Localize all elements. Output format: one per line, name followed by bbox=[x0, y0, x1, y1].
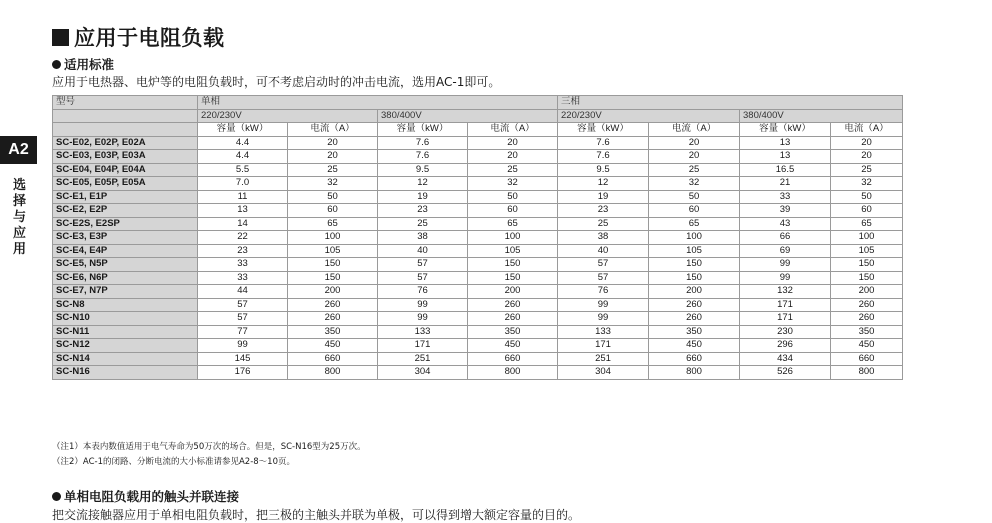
model-header: 型号 bbox=[53, 96, 198, 110]
table-row bbox=[53, 285, 903, 299]
single-380-header: 380/400V bbox=[378, 109, 558, 123]
capacity-cell: 133 bbox=[558, 325, 649, 339]
capacity-cell: 77 bbox=[198, 325, 288, 339]
capacity-header: 容量（kW） bbox=[198, 123, 288, 137]
note-2: （注2）AC-1的闭路、分断电流的大小标准请参见A2-8～10页。 bbox=[52, 457, 295, 467]
model-cell: SC-E3, E3P bbox=[53, 231, 198, 245]
current-cell: 350 bbox=[288, 325, 378, 339]
current-cell: 100 bbox=[831, 231, 903, 245]
current-cell: 450 bbox=[468, 339, 558, 353]
capacity-cell: 99 bbox=[740, 258, 831, 272]
model-cell: SC-N10 bbox=[53, 312, 198, 326]
capacity-cell: 57 bbox=[378, 258, 468, 272]
table-row bbox=[53, 190, 903, 204]
current-cell: 20 bbox=[649, 150, 740, 164]
model-cell: SC-E02, E02P, E02A bbox=[53, 136, 198, 150]
table-row bbox=[53, 150, 903, 164]
model-cell: SC-E1, E1P bbox=[53, 190, 198, 204]
current-cell: 25 bbox=[831, 163, 903, 177]
current-cell: 20 bbox=[468, 136, 558, 150]
circle-bullet-icon bbox=[52, 492, 61, 501]
model-cell: SC-E03, E03P, E03A bbox=[53, 150, 198, 164]
three-380-header: 380/400V bbox=[740, 109, 903, 123]
current-cell: 20 bbox=[649, 136, 740, 150]
current-header: 电流（A） bbox=[831, 123, 903, 137]
model-cell: SC-E5, N5P bbox=[53, 258, 198, 272]
current-cell: 660 bbox=[649, 352, 740, 366]
current-cell: 65 bbox=[288, 217, 378, 231]
current-cell: 350 bbox=[649, 325, 740, 339]
capacity-cell: 13 bbox=[740, 150, 831, 164]
current-cell: 350 bbox=[468, 325, 558, 339]
current-cell: 60 bbox=[288, 204, 378, 218]
current-cell: 260 bbox=[649, 312, 740, 326]
current-cell: 200 bbox=[649, 285, 740, 299]
capacity-cell: 66 bbox=[740, 231, 831, 245]
table-row bbox=[53, 352, 903, 366]
current-cell: 660 bbox=[831, 352, 903, 366]
capacity-cell: 25 bbox=[378, 217, 468, 231]
current-cell: 150 bbox=[468, 258, 558, 272]
capacity-cell: 4.4 bbox=[198, 150, 288, 164]
capacity-cell: 21 bbox=[740, 177, 831, 191]
model-cell: SC-E4, E4P bbox=[53, 244, 198, 258]
model-cell: SC-E05, E05P, E05A bbox=[53, 177, 198, 191]
current-cell: 150 bbox=[831, 271, 903, 285]
current-cell: 150 bbox=[649, 271, 740, 285]
capacity-cell: 7.6 bbox=[558, 150, 649, 164]
current-cell: 800 bbox=[649, 366, 740, 380]
current-cell: 105 bbox=[288, 244, 378, 258]
model-cell: SC-E2S, E2SP bbox=[53, 217, 198, 231]
model-cell: SC-E2, E2P bbox=[53, 204, 198, 218]
capacity-cell: 176 bbox=[198, 366, 288, 380]
capacity-cell: 5.5 bbox=[198, 163, 288, 177]
capacity-cell: 33 bbox=[740, 190, 831, 204]
capacity-cell: 99 bbox=[378, 298, 468, 312]
capacity-cell: 76 bbox=[378, 285, 468, 299]
capacity-cell: 4.4 bbox=[198, 136, 288, 150]
capacity-cell: 57 bbox=[378, 271, 468, 285]
capacity-cell: 40 bbox=[558, 244, 649, 258]
three-phase-header: 三相 bbox=[558, 96, 903, 110]
current-cell: 60 bbox=[468, 204, 558, 218]
capacity-cell: 230 bbox=[740, 325, 831, 339]
current-cell: 32 bbox=[649, 177, 740, 191]
table-row bbox=[53, 231, 903, 245]
current-cell: 800 bbox=[288, 366, 378, 380]
single-phase-header: 单相 bbox=[198, 96, 558, 110]
current-cell: 100 bbox=[468, 231, 558, 245]
capacity-cell: 7.0 bbox=[198, 177, 288, 191]
capacity-cell: 40 bbox=[378, 244, 468, 258]
capacity-cell: 22 bbox=[198, 231, 288, 245]
capacity-cell: 9.5 bbox=[558, 163, 649, 177]
table-row bbox=[53, 177, 903, 191]
model-cell: SC-E04, E04P, E04A bbox=[53, 163, 198, 177]
current-cell: 65 bbox=[831, 217, 903, 231]
section-description-standard: 应用于电热器、电炉等的电阻负载时，可不考虑启动时的冲击电流，选用AC-1即可。 bbox=[52, 75, 501, 89]
capacity-cell: 171 bbox=[558, 339, 649, 353]
current-cell: 260 bbox=[288, 298, 378, 312]
current-cell: 65 bbox=[468, 217, 558, 231]
capacity-cell: 171 bbox=[740, 298, 831, 312]
section-heading-parallel bbox=[52, 487, 239, 505]
capacity-header: 容量（kW） bbox=[378, 123, 468, 137]
model-cell: SC-N16 bbox=[53, 366, 198, 380]
capacity-cell: 171 bbox=[378, 339, 468, 353]
capacity-cell: 23 bbox=[198, 244, 288, 258]
current-cell: 20 bbox=[288, 136, 378, 150]
current-cell: 100 bbox=[649, 231, 740, 245]
current-cell: 20 bbox=[831, 150, 903, 164]
current-cell: 50 bbox=[468, 190, 558, 204]
current-cell: 20 bbox=[831, 136, 903, 150]
capacity-cell: 38 bbox=[558, 231, 649, 245]
capacity-cell: 99 bbox=[740, 271, 831, 285]
current-cell: 260 bbox=[288, 312, 378, 326]
capacity-cell: 7.6 bbox=[558, 136, 649, 150]
capacity-cell: 99 bbox=[378, 312, 468, 326]
page-title bbox=[52, 22, 225, 52]
current-cell: 150 bbox=[468, 271, 558, 285]
capacity-cell: 132 bbox=[740, 285, 831, 299]
current-cell: 150 bbox=[831, 258, 903, 272]
current-cell: 660 bbox=[468, 352, 558, 366]
current-cell: 260 bbox=[649, 298, 740, 312]
current-cell: 100 bbox=[288, 231, 378, 245]
model-cell: SC-N11 bbox=[53, 325, 198, 339]
capacity-cell: 145 bbox=[198, 352, 288, 366]
section-heading-parallel-text: 单相电阻负载用的触头并联连接 bbox=[64, 489, 240, 504]
table-row bbox=[53, 258, 903, 272]
current-header: 电流（A） bbox=[468, 123, 558, 137]
current-cell: 50 bbox=[288, 190, 378, 204]
capacity-header: 容量（kW） bbox=[558, 123, 649, 137]
current-cell: 350 bbox=[831, 325, 903, 339]
capacity-cell: 44 bbox=[198, 285, 288, 299]
capacity-cell: 57 bbox=[198, 298, 288, 312]
table-row bbox=[53, 271, 903, 285]
capacity-cell: 13 bbox=[198, 204, 288, 218]
current-cell: 32 bbox=[288, 177, 378, 191]
model-cell: SC-E7, N7P bbox=[53, 285, 198, 299]
capacity-cell: 304 bbox=[558, 366, 649, 380]
table-row bbox=[53, 339, 903, 353]
current-cell: 105 bbox=[649, 244, 740, 258]
capacity-cell: 133 bbox=[378, 325, 468, 339]
capacity-cell: 33 bbox=[198, 271, 288, 285]
current-cell: 20 bbox=[468, 150, 558, 164]
capacity-cell: 23 bbox=[378, 204, 468, 218]
current-cell: 60 bbox=[649, 204, 740, 218]
current-cell: 200 bbox=[831, 285, 903, 299]
capacity-cell: 12 bbox=[558, 177, 649, 191]
section-description-parallel: 把交流接触器应用于单相电阻负载时，把三极的主触头并联为单极，可以得到增大额定容量的目的。 bbox=[52, 508, 581, 522]
capacity-cell: 7.6 bbox=[378, 150, 468, 164]
capacity-cell: 251 bbox=[378, 352, 468, 366]
table-row bbox=[53, 136, 903, 150]
current-cell: 25 bbox=[468, 163, 558, 177]
capacity-cell: 296 bbox=[740, 339, 831, 353]
capacity-cell: 43 bbox=[740, 217, 831, 231]
three-220-header: 220/230V bbox=[558, 109, 740, 123]
header-blank bbox=[53, 123, 198, 137]
header-blank bbox=[53, 109, 198, 123]
model-cell: SC-E6, N6P bbox=[53, 271, 198, 285]
current-cell: 150 bbox=[288, 271, 378, 285]
table-row bbox=[53, 366, 903, 380]
capacity-cell: 9.5 bbox=[378, 163, 468, 177]
section-tab-label: 选择与应用 bbox=[13, 178, 27, 257]
table-row bbox=[53, 163, 903, 177]
capacity-cell: 69 bbox=[740, 244, 831, 258]
capacity-cell: 23 bbox=[558, 204, 649, 218]
capacity-cell: 25 bbox=[558, 217, 649, 231]
section-tab: A2 bbox=[0, 136, 37, 164]
current-cell: 150 bbox=[649, 258, 740, 272]
current-cell: 260 bbox=[468, 298, 558, 312]
current-cell: 32 bbox=[831, 177, 903, 191]
capacity-cell: 33 bbox=[198, 258, 288, 272]
current-cell: 25 bbox=[649, 163, 740, 177]
square-bullet-icon bbox=[52, 29, 69, 46]
current-cell: 200 bbox=[288, 285, 378, 299]
table-row bbox=[53, 298, 903, 312]
current-header: 电流（A） bbox=[288, 123, 378, 137]
note-1: （注1）本表内数值适用于电气寿命为50万次的场合。但是，SC-N16型为25万次。 bbox=[52, 442, 366, 452]
capacity-cell: 99 bbox=[198, 339, 288, 353]
table-row bbox=[53, 204, 903, 218]
current-cell: 50 bbox=[831, 190, 903, 204]
capacity-cell: 171 bbox=[740, 312, 831, 326]
current-cell: 800 bbox=[831, 366, 903, 380]
current-cell: 800 bbox=[468, 366, 558, 380]
model-cell: SC-N8 bbox=[53, 298, 198, 312]
circle-bullet-icon bbox=[52, 60, 61, 69]
table-row bbox=[53, 244, 903, 258]
table-header-row-units bbox=[53, 123, 903, 137]
capacity-cell: 11 bbox=[198, 190, 288, 204]
capacity-cell: 99 bbox=[558, 312, 649, 326]
table-header-row-phase bbox=[53, 96, 903, 110]
page-title-text: 应用于电阻负载 bbox=[74, 26, 225, 50]
capacity-cell: 76 bbox=[558, 285, 649, 299]
current-cell: 60 bbox=[831, 204, 903, 218]
model-cell: SC-N12 bbox=[53, 339, 198, 353]
current-cell: 50 bbox=[649, 190, 740, 204]
capacity-cell: 19 bbox=[378, 190, 468, 204]
capacity-cell: 39 bbox=[740, 204, 831, 218]
current-cell: 450 bbox=[288, 339, 378, 353]
table-row bbox=[53, 312, 903, 326]
model-cell: SC-N14 bbox=[53, 352, 198, 366]
capacity-cell: 16.5 bbox=[740, 163, 831, 177]
current-cell: 32 bbox=[468, 177, 558, 191]
capacity-cell: 7.6 bbox=[378, 136, 468, 150]
capacity-header: 容量（kW） bbox=[740, 123, 831, 137]
section-heading-standard-text: 适用标准 bbox=[64, 57, 115, 72]
single-220-header: 220/230V bbox=[198, 109, 378, 123]
capacity-cell: 304 bbox=[378, 366, 468, 380]
current-cell: 65 bbox=[649, 217, 740, 231]
table-row bbox=[53, 217, 903, 231]
current-cell: 260 bbox=[831, 298, 903, 312]
table-row bbox=[53, 325, 903, 339]
table-header-row-voltage bbox=[53, 109, 903, 123]
capacity-cell: 12 bbox=[378, 177, 468, 191]
capacity-cell: 19 bbox=[558, 190, 649, 204]
current-cell: 20 bbox=[288, 150, 378, 164]
spec-table bbox=[52, 95, 903, 380]
current-cell: 660 bbox=[288, 352, 378, 366]
current-cell: 25 bbox=[288, 163, 378, 177]
capacity-cell: 434 bbox=[740, 352, 831, 366]
capacity-cell: 99 bbox=[558, 298, 649, 312]
capacity-cell: 251 bbox=[558, 352, 649, 366]
current-cell: 260 bbox=[468, 312, 558, 326]
current-header: 电流（A） bbox=[649, 123, 740, 137]
capacity-cell: 38 bbox=[378, 231, 468, 245]
capacity-cell: 526 bbox=[740, 366, 831, 380]
current-cell: 450 bbox=[831, 339, 903, 353]
capacity-cell: 57 bbox=[558, 258, 649, 272]
current-cell: 105 bbox=[831, 244, 903, 258]
capacity-cell: 57 bbox=[198, 312, 288, 326]
current-cell: 450 bbox=[649, 339, 740, 353]
capacity-cell: 57 bbox=[558, 271, 649, 285]
current-cell: 150 bbox=[288, 258, 378, 272]
capacity-cell: 14 bbox=[198, 217, 288, 231]
section-heading-standard bbox=[52, 55, 114, 73]
capacity-cell: 13 bbox=[740, 136, 831, 150]
current-cell: 200 bbox=[468, 285, 558, 299]
current-cell: 260 bbox=[831, 312, 903, 326]
current-cell: 105 bbox=[468, 244, 558, 258]
